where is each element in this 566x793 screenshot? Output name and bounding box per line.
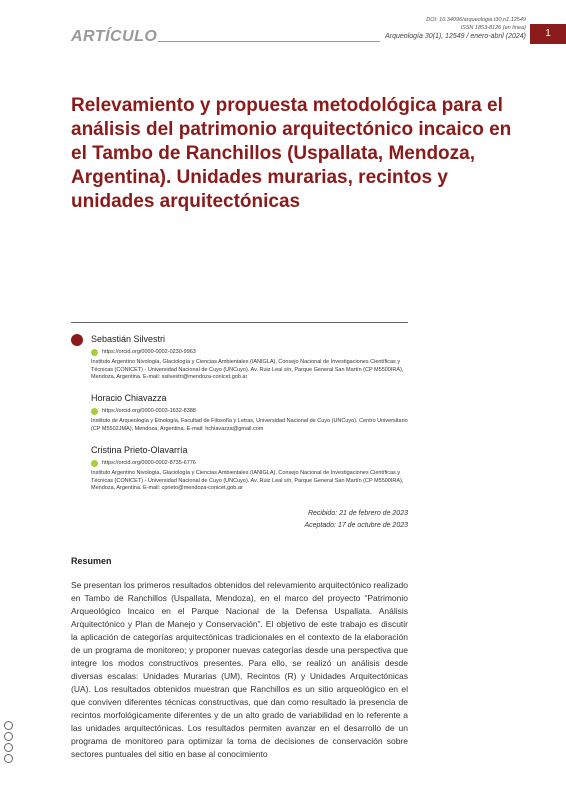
- orcid-link[interactable]: [91, 459, 411, 467]
- abstract-body: Se presentan los primeros resultados obtenidos del relevamiento arquitectónico realizado en Tambo de Ranchillos (Uspallata, Mendoza), en el marco del proyecto “Patrimonio Arqueológico Incaico en el Parque Nacional de la Defensa Uspallata. Análisis Arquitectónico y Plan de Manejo y Conservación”. El objetivo de este trabajo es discutir la aplicación de categorías arquitectónicas tradicionales en el contexto de la elaboración de un programa de monitoreo; y proponer nuevas categorías desde una perspectiva que integre los modos constructivos presentes. Para ello, se realizó un análisis desde diversas escalas: Unidades Murarias (UM), Recintos (R) y Unidades Arquitectónicas (UA). Los resultados obtenidos muestran que Ranchillos es un sitio arqueológico en el que conviven diferentes técnicas constructivas, que dan como resultado la presencia de recintos morfológicamente diferentes y de un alto grado de variabilidad en lo referente a las unidades arquitectónicas. Los resultados permiten avanzar en el desarrollo de un programa de monitoreo para optimizar la toma de decisiones de conservación sobre sectores puntuales del sitio en base al conocimiento: [71, 580, 408, 759]
- header-rule: [158, 41, 380, 42]
- sa-icon: [4, 754, 13, 763]
- author-block: [91, 445, 411, 493]
- author-affiliation: Instituto de Arqueología y Etnología, Facultad de Filosofía y Letras, Universidad Nacional de Cuyo (UNCuyo). Centro Universitario (CP M5502JMA), Mendoza, Argentina. E-mail: hchiavazza@gmail.com: [91, 418, 408, 432]
- author-affiliation: Instituto Argentino Nivología, Glaciología y Ciencias Ambientales (IANIGLA), Consejo Nacional de Investigaciones Científicas y Técnicas (CONICET) - Universidad Nacional de Cuyo (UNCuyo). Av. Ruiz Leal s/n, Parque General San Martín (CP M5500IRA), Mendoza, Argentina. E-mail: cprieto@mendoza-conicet.gob.ar: [91, 470, 404, 491]
- orcid-link[interactable]: [91, 407, 411, 415]
- accepted-date: Aceptado: 17 de octubre de 2023: [304, 522, 408, 529]
- orcid-url[interactable]: https://orcid.org/0000-0002-8735-6776: [102, 460, 196, 466]
- submission-dates: [304, 508, 408, 532]
- cc-icon: [4, 721, 13, 730]
- author-name: Horacio Chiavazza: [91, 393, 167, 403]
- orcid-link[interactable]: [91, 348, 411, 356]
- doi[interactable]: DOI: 10.34096/arqueologia.t30.n1.12549: [426, 17, 526, 23]
- journal-meta: [385, 17, 526, 41]
- by-icon: [4, 732, 13, 741]
- author-affiliation: Instituto Argentino Nivología, Glaciología y Ciencias Ambientales (IANIGLA), Consejo Nacional de Investigaciones Científicas y Técnicas (CONICET) - Universidad Nacional de Cuyo (UNCuyo). Av. Ruiz Leal s/n, Parque General San Martín (CP M5500IRA), Mendoza, Argentina. E-mail: ssilvestri@mendoza-conicet.gob.ar: [91, 359, 404, 380]
- orcid-url[interactable]: https://orcid.org/0000-0002-0230-9963: [102, 349, 196, 355]
- section-label: ARTÍCULO: [71, 28, 158, 45]
- authors-divider: [71, 322, 408, 323]
- cc-license-badge[interactable]: [4, 721, 13, 763]
- orcid-icon: [91, 349, 98, 356]
- author-block: [91, 393, 411, 433]
- nc-icon: [4, 743, 13, 752]
- author-name: Cristina Prieto-Olavarría: [91, 445, 188, 455]
- journal-citation: Arqueología 30(1), 12549 / enero-abril (2024): [385, 33, 526, 40]
- abstract-heading: Resumen: [71, 556, 112, 566]
- orcid-icon: [91, 408, 98, 415]
- orcid-url[interactable]: https://orcid.org/0000-0003-1632-8388: [102, 408, 196, 414]
- issn: ISSN 1853-8126 (en línea): [460, 24, 526, 31]
- page-number: 1: [530, 24, 566, 44]
- orcid-icon: [91, 460, 98, 467]
- authors-icon: [71, 334, 83, 346]
- author-block: [91, 334, 411, 382]
- received-date: Recibido: 21 de febrero de 2023: [307, 510, 408, 517]
- article-title: Relevamiento y propuesta metodológica para el análisis del patrimonio arquitectónico incaico en el Tambo de Ranchillos (Uspallata, Mendoza, Argentina). Unidades murarias, recintos y unidades arquitectónicas: [71, 95, 512, 212]
- author-name: Sebastián Silvestri: [91, 334, 166, 344]
